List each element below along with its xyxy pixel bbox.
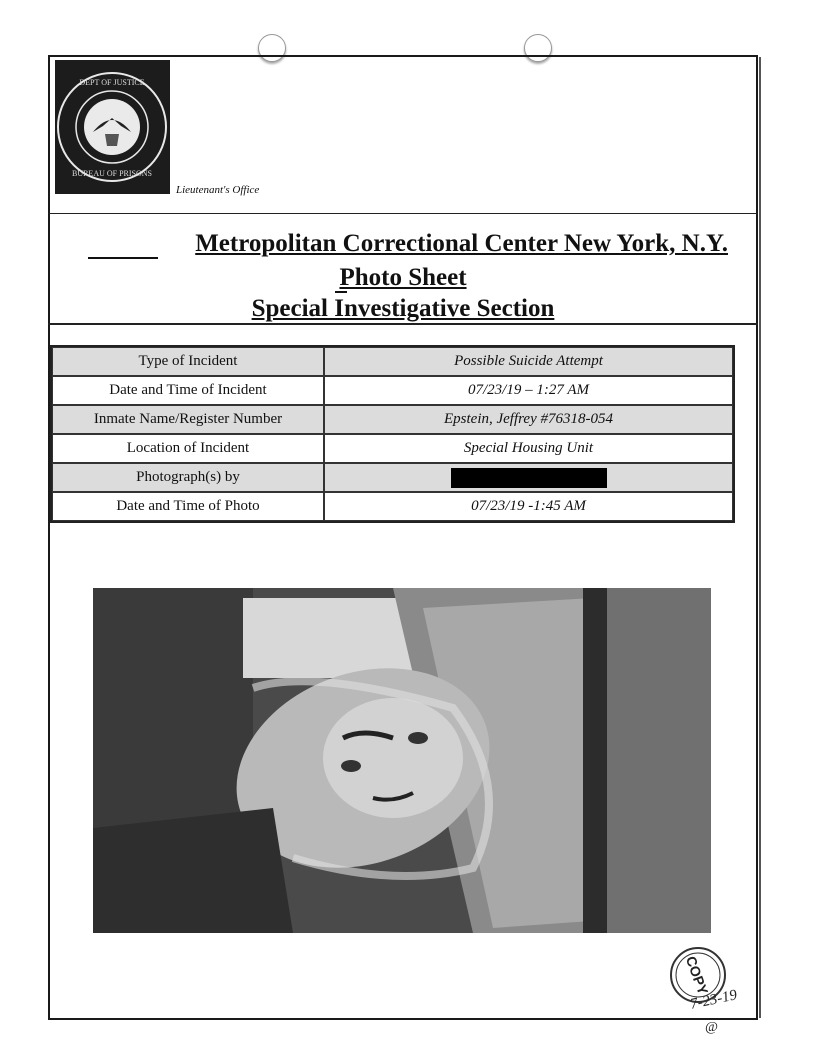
incident-datetime-label: Date and Time of Incident xyxy=(52,376,324,405)
inmate-name-label: Inmate Name/Register Number xyxy=(52,405,324,434)
inmate-name-value: Epstein, Jeffrey #76318-054 xyxy=(324,405,733,434)
photo-datetime-label: Date and Time of Photo xyxy=(52,492,324,521)
facility-title: Metropolitan Correctional Center New York, N.Y. xyxy=(195,230,728,257)
office-label: Lieutenant's Office xyxy=(176,184,260,196)
location-label: Location of Incident xyxy=(52,434,324,463)
photo-datetime-value: 07/23/19 -1:45 AM xyxy=(324,492,733,521)
type-of-incident-label: Type of Incident xyxy=(52,347,324,376)
table-row xyxy=(52,492,733,521)
svg-text:DEPT OF JUSTICE: DEPT OF JUSTICE xyxy=(79,78,145,87)
handwritten-date: 7-23-19 xyxy=(688,987,739,1013)
incident-info-table xyxy=(50,345,735,523)
table-row xyxy=(52,405,733,434)
table-row xyxy=(52,347,733,376)
svg-text:BUREAU OF PRISONS: BUREAU OF PRISONS xyxy=(71,169,153,178)
photo-sheet-title: Photo Sheet xyxy=(339,264,467,291)
table-row xyxy=(52,463,733,492)
incident-photo xyxy=(93,588,711,933)
location-value: Special Housing Unit xyxy=(324,434,733,463)
photographer-value xyxy=(324,463,733,492)
incident-datetime-value: 07/23/19 – 1:27 AM xyxy=(324,376,733,405)
header-box-bottom xyxy=(48,323,758,325)
header-divider xyxy=(48,213,758,214)
svg-text:COPY: COPY xyxy=(682,953,712,997)
bop-seal xyxy=(55,60,170,194)
redaction-bar xyxy=(451,468,607,488)
table-row xyxy=(52,434,733,463)
type-of-incident-value: Possible Suicide Attempt xyxy=(324,347,733,376)
table-row xyxy=(52,376,733,405)
photographer-label: Photograph(s) by xyxy=(52,463,324,492)
handwritten-initials: @ xyxy=(705,1020,718,1035)
seal-emblem-icon xyxy=(55,60,170,194)
photo-image xyxy=(93,588,711,933)
section-title: Special Investigative Section xyxy=(251,295,555,322)
